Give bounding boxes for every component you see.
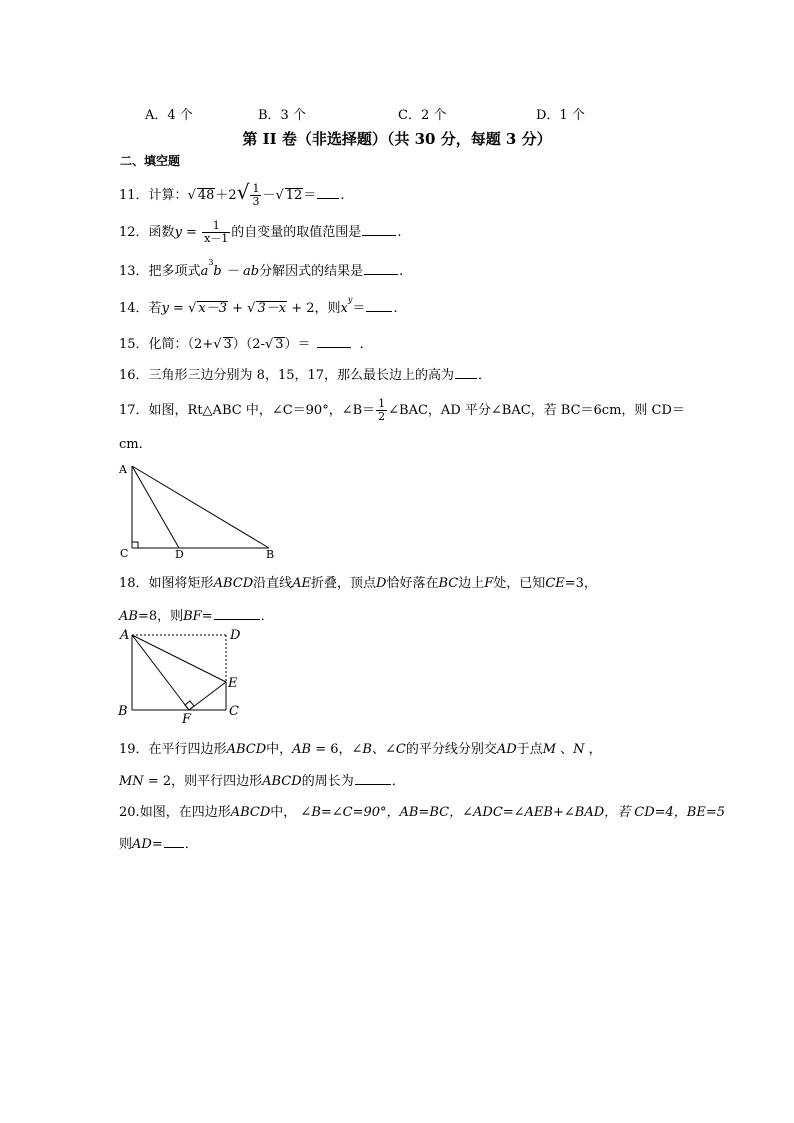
fold-line-ae: [132, 635, 226, 682]
label-c: C: [120, 547, 129, 560]
segment-ad: [132, 466, 179, 548]
label-a: A: [119, 463, 127, 476]
question-20-line2: 则AD= ．: [119, 837, 198, 852]
label-b: B: [118, 704, 128, 719]
option-c: C．2 个: [398, 108, 447, 123]
section-heading: 二、填空题: [120, 154, 181, 168]
question-14: 14．若y = √ x－3 + √ 3－x + 2，则$x^y=$ .: [119, 295, 398, 316]
segment-af: [132, 635, 189, 710]
side-ab: [132, 466, 269, 548]
question-19: 19．在平行四边形ABCD中，AB = 6，∠B、∠C的平分线分别交AD于点M 、N ，: [119, 742, 602, 757]
answer-blank: [317, 186, 339, 199]
question-13: 13．把多项式$a^3b$ － ab分解因式的结果是 .: [119, 258, 404, 279]
label-e: E: [228, 676, 238, 691]
right-angle-mark: [132, 542, 138, 548]
question-18: 18．如图将矩形ABCD沿直线AE折叠，顶点D恰好落在BC边上F处，已知CE=3，: [119, 576, 597, 591]
question-18-line2: AB=8，则BF= ．: [119, 609, 274, 624]
answer-blank: [455, 366, 477, 379]
label-c: C: [229, 704, 239, 719]
answer-blank: [366, 299, 392, 312]
segment-fe: [189, 682, 226, 710]
figure-17-triangle: [115, 458, 285, 563]
answer-blank: [164, 835, 184, 848]
answer-blank: [364, 262, 398, 275]
label-b: B: [266, 548, 275, 561]
answer-blank: [214, 607, 260, 620]
question-16: 16．三角形三边分别为 8，15，17，那么最长边上的高为 ．: [119, 368, 492, 383]
question-11: 11．计算：√ 48＋2√ $\frac{1}{3}$ －√ 12＝ .: [119, 180, 345, 208]
question-15: 15．化简：（2+√ 3）（2-√ 3）＝ ．: [119, 337, 373, 352]
question-12: 12．函数y = $\frac{1}{x-1}$ 的自变量的取值范围是 .: [119, 219, 402, 245]
section-title: 第 II 卷（非选择题）（共 30 分，每题 3 分）: [242, 130, 552, 148]
right-angle-mark: [185, 701, 194, 710]
question-19-line2: MN = 2，则平行四边形ABCD的周长为 ．: [119, 774, 405, 789]
label-a: A: [120, 628, 130, 643]
option-a: A．4 个: [145, 108, 193, 123]
question-17: 17．如图，Rt△ABC 中，∠C＝90°，∠B＝ $\frac{1}{2}$ ∠BAC，AD 平分∠BAC，若 BC＝6cm，则 CD＝: [119, 397, 685, 423]
figure-18-rectangle: [112, 626, 252, 724]
label-f: F: [182, 712, 192, 724]
answer-blank: [355, 772, 391, 785]
question-20: 20.如图，在四边形ABCD中， ∠B=∠C=90°，AB=BC，∠ADC=∠AEB+∠BAD，若 CD=4，BE=5: [119, 805, 725, 820]
answer-blank: [362, 223, 396, 236]
label-d: D: [175, 548, 184, 561]
option-d: D．1 个: [536, 108, 585, 123]
option-b: B．3 个: [258, 108, 306, 123]
answer-blank: [317, 335, 351, 348]
label-d: D: [230, 628, 241, 643]
question-17-line2: cm.: [119, 437, 143, 452]
